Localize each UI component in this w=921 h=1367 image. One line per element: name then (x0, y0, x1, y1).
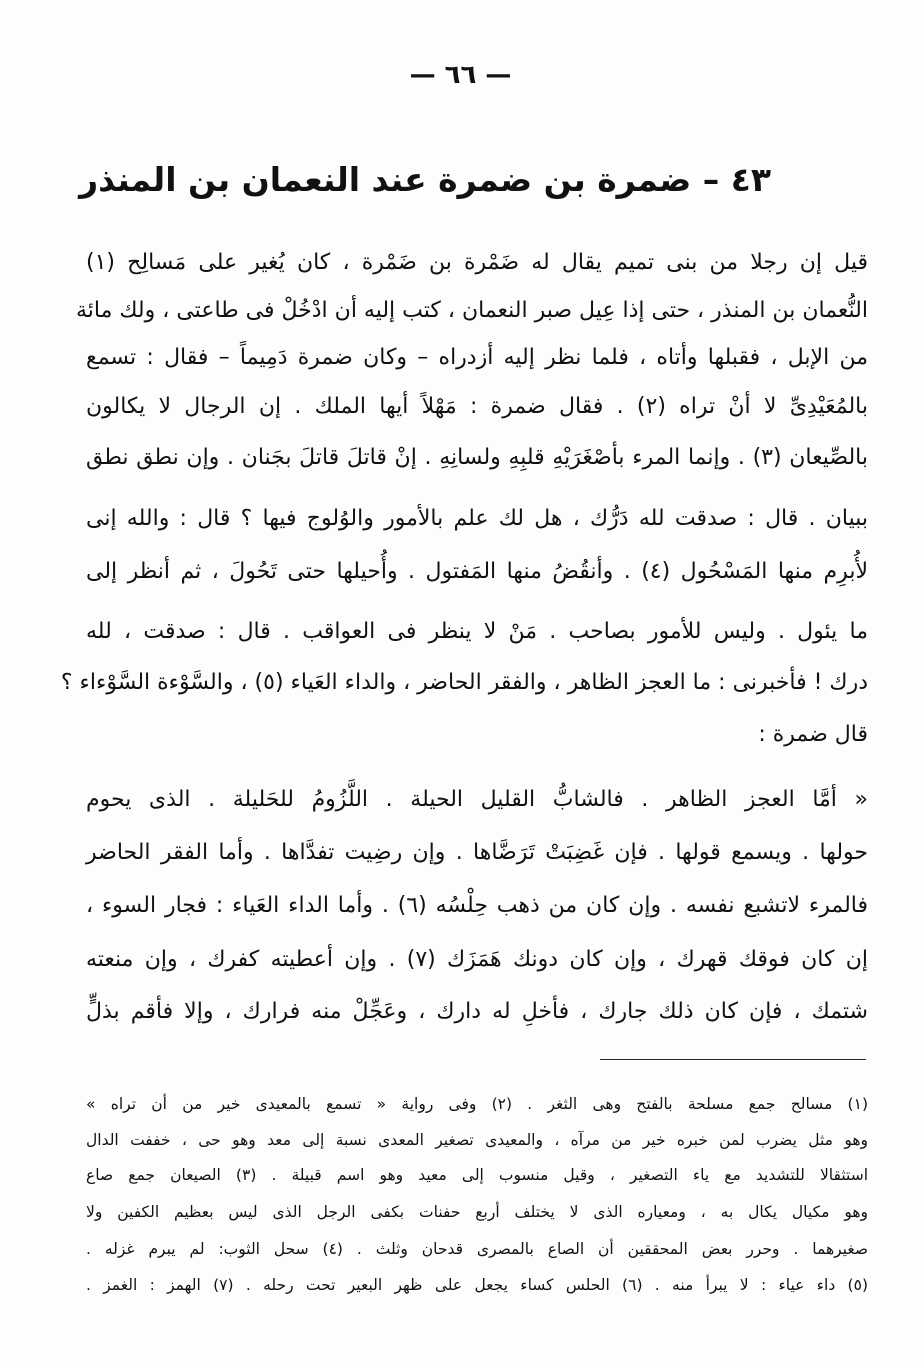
footnote-line: وهو مكيال يكال به ، ومعياره الذى لا يختلف أربع حفنات بكفى الرجل الذى ليس بعظيم الكفين ولا (86, 1203, 868, 1221)
text-line: من الإبل ، فقبلها وأتاه ، فلما نظر إليه أزدراه – وكان ضمرة دَمِيماً – فقال : تسمع (86, 345, 868, 370)
footnote-line: وهو مثل يضرب لمن خبره خير من مرآه ، والمعيدى تصغير المعدى نسبة إلى معد وهو حى ، خففت الدال (86, 1131, 868, 1149)
footnote-line: استثقالا للتشديد مع ياء التصغير ، وقيل منسوب إلى معيد وهو اسم قبيلة . (٣) الصيعان جمع صاع (86, 1166, 869, 1184)
text-line: إن كان فوقك قهرك ، وإن كان دونك هَمَزَك (٧) . وإن أعطيته كفرك ، وإن منعته (86, 947, 868, 972)
text-line: شتمك ، فإن كان ذلك جارك ، فأخلِ له دارك ، وعَجِّلْ منه فرارك ، وإلا فأقم بذلٍّ (86, 999, 868, 1024)
text-line: حولها . ويسمع قولها . فإن غَضِبَتْ تَرَضَّاها . وإن رضِيت تفدَّاها . وأما الفقر الحاضر (86, 840, 868, 865)
text-line: « أمَّا العجز الظاهر . فالشابُّ القليل الحيلة . اللَّزُومُ للحَليلة . الذى يحوم (86, 787, 868, 812)
text-line: لأُبرِم منها المَسْحُول (٤) . وأنقُضُ منها المَفتول . وأُحيلها حتى تَحُولَ ، ثم أنظر إلى (86, 559, 868, 584)
text-line: قال ضمرة : (758, 722, 868, 747)
text-line: النُّعمان بن المنذر ، حتى إذا عِيل صبر النعمان ، كتب إليه أن ادْخُلْ فى طاعتى ، ولك مائة (75, 298, 868, 323)
text-line: درك ! فأخبرنى : ما العجز الظاهر ، والفقر الحاضر ، والداء العَياء (٥) ، والسَّوْءة السَّوْءاء ؟ (60, 670, 868, 695)
text-line: بالصِّيعان (٣) . وإنما المرء بأصْغَرَيْهِ قلبِهِ ولسانِهِ . إنْ قاتلَ قاتلَ بجَنان . وإن نطق نطق (86, 445, 868, 470)
text-line: ببيان . قال : صدقت لله دَرُّك ، هل لك علم بالأمور والوُلوج فيها ؟ قال : والله إنى (86, 506, 868, 531)
footnote-line: (١) مسالح جمع مسلحة بالفتح وهى الثغر . (٢) وفى رواية « تسمع بالمعيدى خير من أن تراه » (86, 1095, 868, 1113)
footnote-line: (٥) داء عياء : لا يبرأ منه . (٦) الحلس كساء يجعل على ظهر البعير تحت رحله . (٧) الهمز : الغمز . (86, 1276, 868, 1294)
text-line: فالمرء لاتشبع نفسه . وإن كان من ذهب حِلْسُه (٦) . وأما الداء العَياء : فجار السوء ، (86, 893, 868, 918)
footnote-line: صغيرهما . وحرر بعض المحققين أن الصاع بالمصرى قدحان وثلث . (٤) سحل الثوب: لم يبرم غزله . (86, 1240, 868, 1258)
footnote-divider (600, 1059, 866, 1060)
page-number: — ٦٦ — (409, 60, 512, 90)
text-line: قيل إن رجلا من بنى تميم يقال له ضَمْرة بن ضَمْرة ، كان يُغير على مَسالِح (١) (86, 250, 868, 275)
text-line: ما يئول . وليس للأمور بصاحب . مَنْ لا ينظر فى العواقب . قال : صدقت ، لله (86, 619, 868, 644)
text-line: بالمُعَيْدِىِّ لا أنْ تراه (٢) . فقال ضمرة : مَهْلاً أيها الملك . إن الرجال لا يكالون (86, 394, 868, 419)
section-title: ٤٣ – ضمرة بن ضمرة عند النعمان بن المنذر (79, 160, 771, 199)
